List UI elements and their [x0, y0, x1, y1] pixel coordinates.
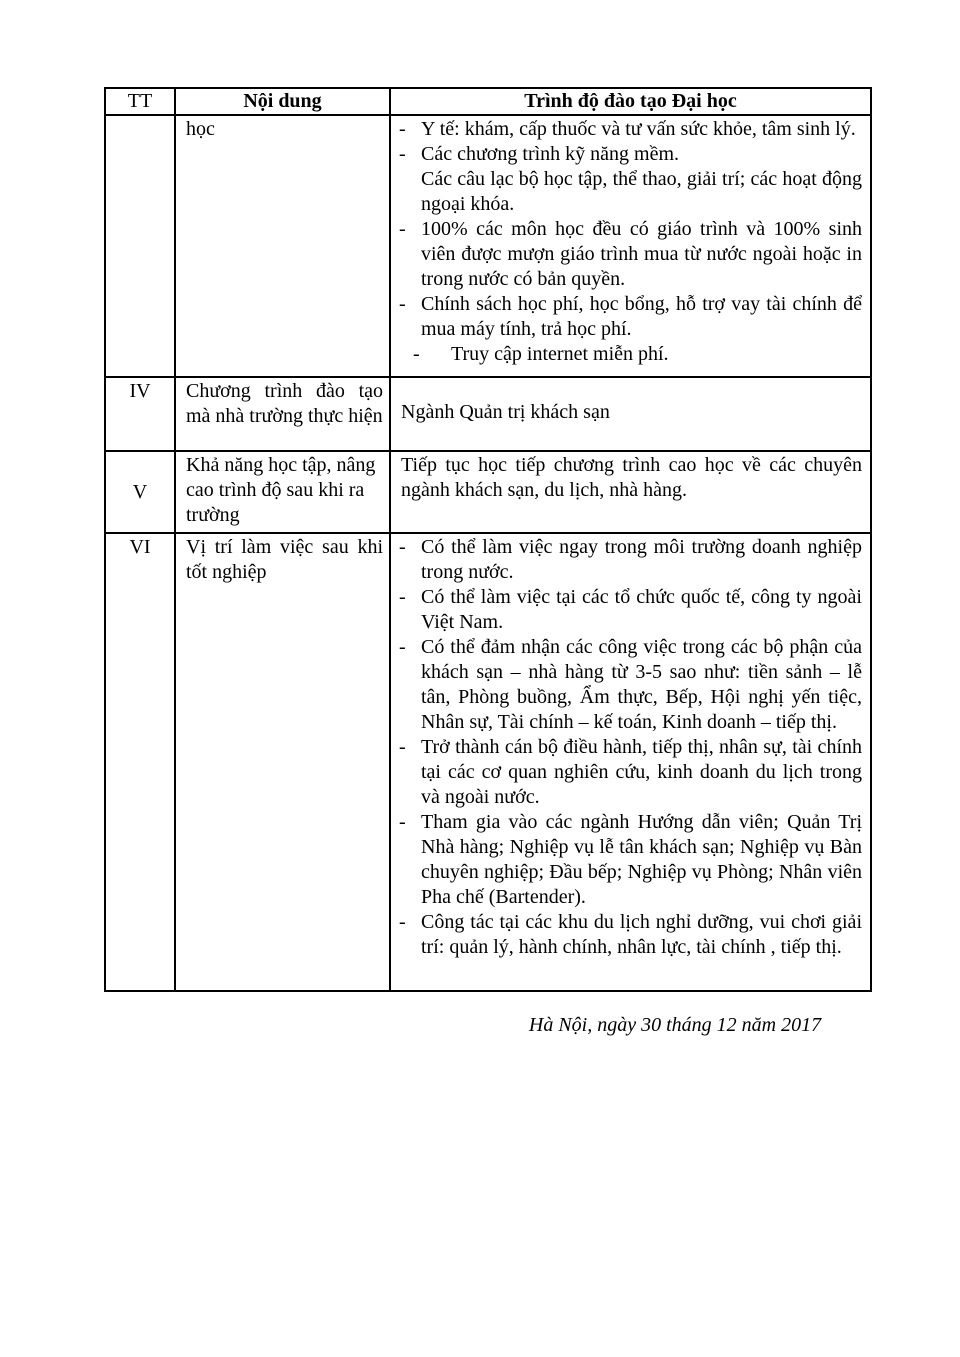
bullet-text: Truy cập internet miễn phí. [451, 343, 669, 365]
table-row [105, 451, 871, 533]
table-row [105, 115, 871, 377]
header-cell-tt: TT [105, 88, 175, 115]
doc-table [104, 87, 872, 992]
bullet-dash: - [399, 536, 406, 558]
bullet-dash: - [399, 293, 406, 315]
bullet-text: Chính sách học phí, học bổng, hỗ trợ vay tài chính để mua máy tính, trả học phí. [421, 293, 862, 340]
bullet-text: Có thể làm việc ngay trong môi trường doanh nghiệp trong nước. [421, 536, 862, 583]
table-header-row [105, 88, 871, 115]
bullet-text: Trở thành cán bộ điều hành, tiếp thị, nhân sự, tài chính tại các cơ quan nghiên cứu, kinh doanh du lịch trong và ngoài nước. [421, 736, 862, 808]
header-cell-trinh-do-dao-tao: Trình độ đào tạo Đại học [390, 88, 871, 115]
table-body [105, 115, 871, 991]
bullet-dash: - [399, 586, 406, 608]
bullet-item [391, 735, 862, 810]
bullet-item [391, 217, 862, 292]
bullet-dash: - [399, 911, 406, 933]
bullet-item [391, 142, 862, 167]
bullet-dash: - [399, 218, 406, 240]
bullet-dash: - [399, 811, 406, 833]
detail-text: Tiếp tục học tiếp chương trình cao học về các chuyên ngành khách sạn, du lịch, nhà hàng. [401, 454, 862, 501]
bullet-item [391, 167, 862, 217]
bullet-item [391, 585, 862, 635]
bullet-dash: - [413, 343, 420, 365]
bullet-text: Có thể làm việc tại các tổ chức quốc tế, công ty ngoài Việt Nam. [421, 586, 862, 633]
bullet-item [391, 635, 862, 735]
row-number-cell: IV [105, 377, 175, 451]
bullet-text: 100% các môn học đều có giáo trình và 100% sinh viên được mượn giáo trình mua từ nước ngoài hoặc in trong nước có bản quyền. [421, 218, 862, 290]
bullet-text: Có thể đảm nhận các công việc trong các bộ phận của khách sạn – nhà hàng từ 3-5 sao như: tiền sảnh – lễ tân, Phòng buồng, Ẩm thực, Bếp, Hội nghị yến tiệc, Nhân sự, Tài chính – kế toán, Kinh doanh – tiếp thị. [421, 636, 862, 733]
bullet-text: Các câu lạc bộ học tập, thể thao, giải trí; các hoạt động ngoại khóa. [421, 168, 862, 215]
topic-cell: Khả năng học tập, nâng cao trình độ sau khi ra trường [175, 451, 390, 533]
detail-cell [390, 115, 871, 377]
topic-cell: Chương trình đào tạo mà nhà trường thực hiện [175, 377, 390, 451]
bullet-dash: - [399, 143, 406, 165]
detail-text: Ngành Quản trị khách sạn [401, 401, 610, 423]
bullet-item [391, 117, 862, 142]
bullet-text: Các chương trình kỹ năng mềm. [421, 143, 680, 165]
row-number-cell: VI [105, 533, 175, 991]
bullet-item [391, 535, 862, 585]
detail-cell [390, 377, 871, 451]
bullet-dash: - [399, 118, 406, 140]
bullet-item [391, 810, 862, 910]
bullet-text: Công tác tại các khu du lịch nghỉ dưỡng, vui chơi giải trí: quản lý, hành chính, nhân lực, tài chính , tiếp thị. [421, 911, 862, 958]
row-number-cell [105, 115, 175, 377]
bullet-item [391, 292, 862, 342]
topic-cell: học [175, 115, 390, 377]
detail-cell [390, 533, 871, 991]
bullet-text: Tham gia vào các ngành Hướng dẫn viên; Quản Trị Nhà hàng; Nghiệp vụ lễ tân khách sạn; Nghiệp vụ Bàn chuyên nghiệp; Đầu bếp; Nghiệp vụ Phòng; Nhân viên Pha chế (Bartender). [421, 811, 862, 908]
table-row [105, 377, 871, 451]
bullet-dash: - [399, 736, 406, 758]
bullet-dash: - [399, 636, 406, 658]
bullet-item [391, 910, 862, 960]
header-cell-noi-dung: Nội dung [175, 88, 390, 115]
date-line: Hà Nội, ngày 30 tháng 12 năm 2017 [528, 1014, 822, 1036]
row-number-cell: V [105, 451, 175, 533]
topic-cell: Vị trí làm việc sau khi tốt nghiệp [175, 533, 390, 991]
bullet-item [391, 342, 862, 367]
table-row [105, 533, 871, 991]
bullet-text: Y tế: khám, cấp thuốc và tư vấn sức khỏe, tâm sinh lý. [421, 118, 856, 140]
detail-cell [390, 451, 871, 533]
